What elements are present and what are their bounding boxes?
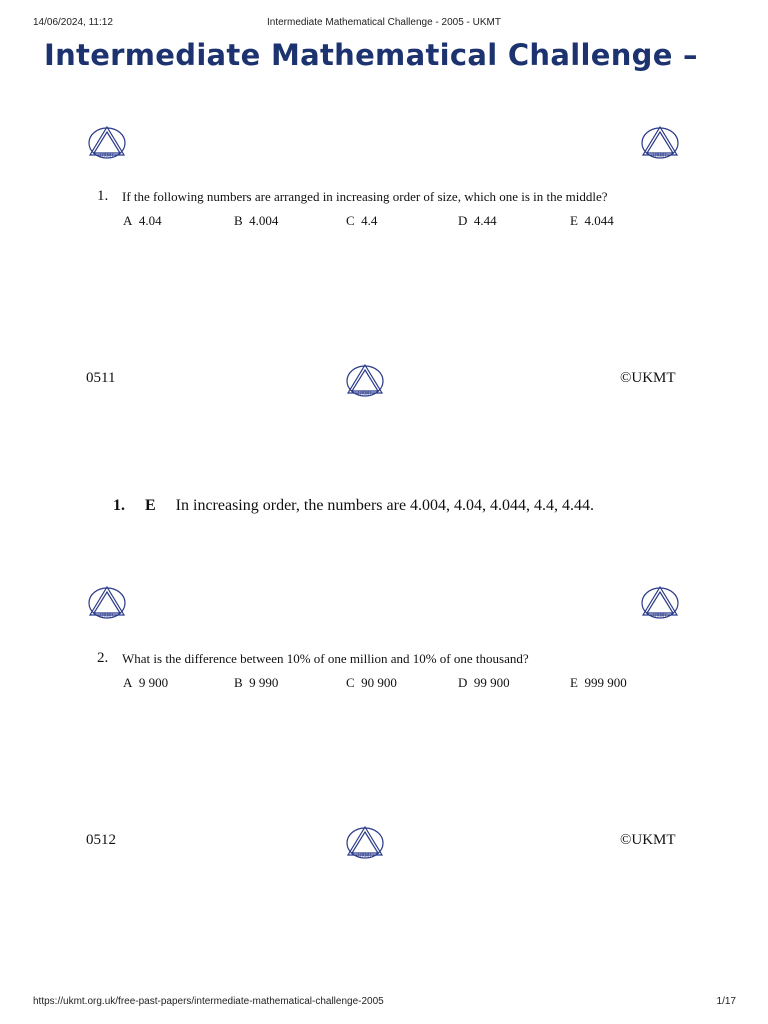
ukmt-logo-icon (87, 125, 127, 159)
option-letter: A (123, 213, 133, 228)
option-value: 4.004 (249, 213, 279, 228)
ukmt-logo-text: UKMT (357, 391, 373, 397)
page-number: 1/17 (716, 996, 736, 1007)
option-letter: C (346, 213, 355, 228)
copyright: ©UKMT (620, 832, 676, 848)
option-letter: B (234, 213, 243, 228)
ukmt-logo-icon (640, 585, 680, 619)
question-text: If the following numbers are arranged in increasing order of size, which one is in the middle? (122, 189, 608, 204)
option-d (458, 675, 510, 691)
question-code: 0511 (86, 370, 116, 386)
question-text: What is the difference between 10% of one million and 10% of one thousand? (122, 651, 529, 666)
print-date: 14/06/2024, 11:12 (33, 17, 113, 28)
ukmt-logo-icon (87, 585, 127, 619)
option-e (570, 675, 627, 691)
option-letter: C (346, 675, 355, 690)
option-letter: E (570, 675, 578, 690)
print-page-title: Intermediate Mathematical Challenge - 2005 - UKMT (267, 17, 501, 28)
option-c (346, 213, 377, 229)
solution-text: In increasing order, the numbers are 4.004, 4.04, 4.044, 4.4, 4.44. (175, 497, 595, 514)
ukmt-logo-text: UKMT (652, 153, 668, 159)
page-url[interactable]: https://ukmt.org.uk/free-past-papers/intermediate-mathematical-challenge-2005 (33, 996, 384, 1007)
option-letter: D (458, 213, 468, 228)
ukmt-logo-icon (640, 125, 680, 159)
option-b (234, 675, 278, 691)
option-letter: E (570, 213, 578, 228)
ukmt-logo-text: UKMT (357, 853, 373, 859)
ukmt-logo-icon (345, 363, 385, 397)
option-e (570, 213, 614, 229)
question-code: 0512 (86, 832, 116, 848)
option-letter: B (234, 675, 243, 690)
option-value: 9 900 (138, 675, 169, 690)
option-value: 4.4 (361, 213, 378, 228)
option-letter: A (123, 675, 133, 690)
option-a (123, 675, 168, 691)
option-d (458, 213, 497, 229)
option-value: 90 900 (361, 675, 397, 690)
option-value: 999 900 (584, 675, 627, 690)
option-letter: D (458, 675, 468, 690)
solution-line (113, 497, 594, 515)
option-value: 99 900 (473, 675, 510, 690)
option-value: 4.044 (584, 213, 614, 228)
option-a (123, 213, 162, 229)
question-number: 1. (97, 188, 109, 204)
ukmt-logo-text: UKMT (652, 613, 668, 619)
document-heading: Intermediate Mathematical Challenge – (44, 38, 698, 72)
option-c (346, 675, 397, 691)
option-value: 9 990 (249, 675, 279, 690)
ukmt-logo-text: UKMT (99, 613, 115, 619)
solution-number: 1. (113, 497, 125, 514)
copyright: ©UKMT (620, 370, 676, 386)
ukmt-logo-icon (345, 825, 385, 859)
question-number: 2. (97, 650, 109, 666)
option-value: 4.04 (138, 213, 162, 228)
option-value: 4.44 (473, 213, 497, 228)
option-b (234, 213, 278, 229)
ukmt-logo-text: UKMT (99, 153, 115, 159)
solution-letter: E (145, 497, 156, 514)
